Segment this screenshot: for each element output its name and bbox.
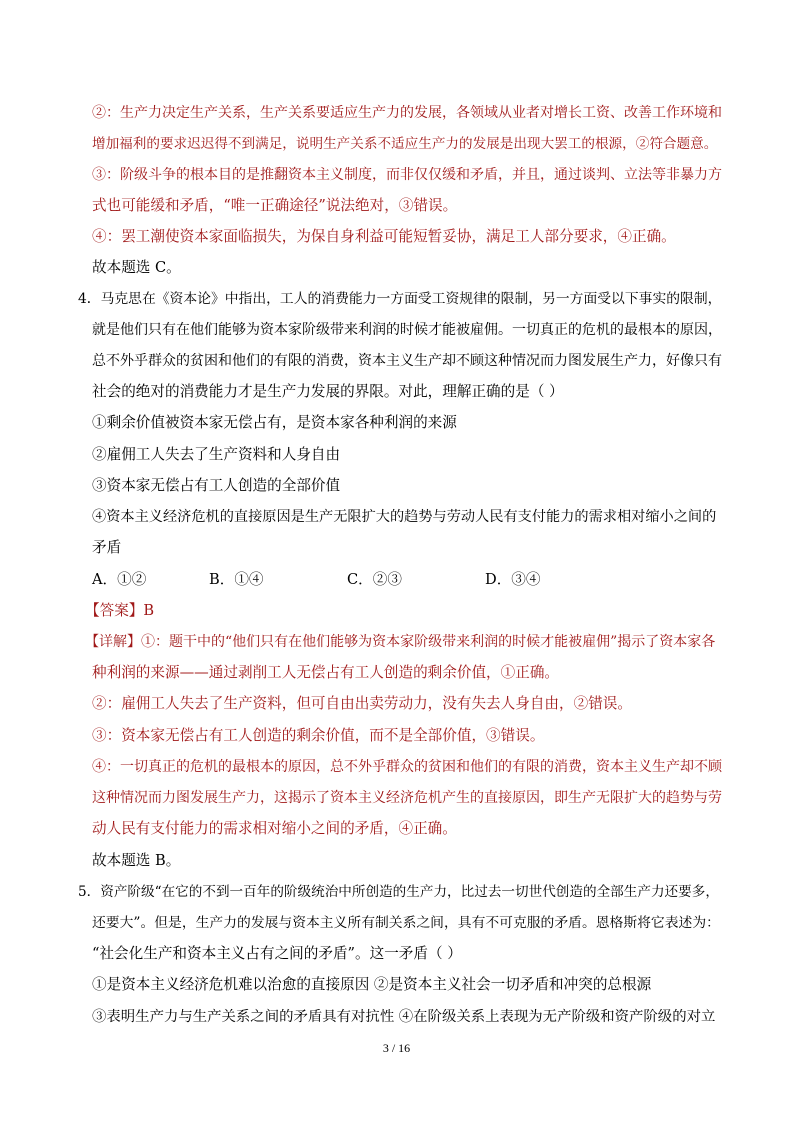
page-number: 3 / 16 — [382, 1041, 411, 1055]
prev-conclusion: 故本题选 C。 — [92, 259, 181, 276]
prev-detail-2-line-1: ②：生产力决定生产关系，生产关系要适应生产力的发展，各领域从业者对增长工资、改善工作环境和 — [92, 105, 722, 121]
q4-detail-4-line-3: 动人民有支付能力的需求相对缩小之间的矛盾，④正确。 — [92, 820, 457, 837]
q4-conclusion: 故本题选 B。 — [92, 852, 181, 869]
q5-stem-line-2: 还要大”。但是，生产力的发展与资本主义所有制关系之间，具有不可克服的矛盾。恩格斯将它表述为： — [92, 915, 720, 931]
q5-statements-3-4: ③表明生产力与生产关系之间的矛盾具有对抗性 ④在阶级关系上表现为无产阶级和资产阶级的对立 — [92, 1009, 716, 1025]
q4-answer: 【答案】B — [85, 602, 155, 619]
q4-detail-1-line-1: 【详解】①：题干中的“他们只有在他们能够为资本家阶级带来利润的时候才能被雇佣”揭示了资本家各 — [85, 634, 716, 650]
q4-statement-1: ①剩余价值被资本家无偿占有，是资本家各种利润的来源 — [92, 414, 457, 431]
prev-detail-2-line-2: 增加福利的要求迟迟得不到满足，说明生产关系不适应生产力的发展是出现大罢工的根源，②符合题意。 — [92, 136, 718, 152]
q4-statement-3: ③资本家无偿占有工人创造的全部价值 — [92, 477, 341, 494]
prev-detail-4-line-1: ④：罢工潮使资本家面临损失，为保自身利益可能短暂妥协，满足工人部分要求，④正确。 — [92, 228, 676, 245]
q4-statement-4-line-1: ④资本主义经济危机的直接原因是生产无限扩大的趋势与劳动人民有支付能力的需求相对缩小之间的 — [92, 509, 717, 525]
prev-detail-3-line-2: 式也可能缓和矛盾，“唯一正确途径”说法绝对，③错误。 — [92, 197, 458, 214]
q4-stem-line-4: 社会的绝对的消费能力才是生产力发展的界限。对此，理解正确的是（ ） — [92, 383, 564, 400]
q5-statements-1-2: ①是资本主义经济危机难以治愈的直接原因 ②是资本主义社会一切矛盾和冲突的总根源 — [92, 976, 652, 993]
q4-detail-3: ③：资本家无偿占有工人创造的剩余价值，而不是全部价值，③错误。 — [92, 727, 545, 744]
q4-detail-4-line-1: ④：一切真正的危机的最根本的原因，总不外乎群众的贫困和他们的有限的消费，资本主义生产却不顾 — [92, 759, 722, 775]
q4-choice-a: A．①② — [92, 571, 147, 588]
q4-choice-c: C．②③ — [347, 571, 402, 588]
q4-detail-1-line-2: 种利润的来源——通过剥削工人无偿占有工人创造的剩余价值，①正确。 — [92, 664, 560, 681]
q5-stem-line-3: “社会化生产和资本主义占有之间的矛盾”。这一矛盾（ ） — [92, 945, 462, 962]
q4-stem-line-1: 4．马克思在《资本论》中指出，工人的消费能力一方面受工资规律的限制，另一方面受以下事实的限制， — [78, 291, 722, 307]
q4-statement-4-line-2: 矛盾 — [92, 539, 122, 556]
q4-stem-line-2: 就是他们只有在他们能够为资本家阶级带来利润的时候才能被雇佣。一切真正的危机的最根本的原因， — [92, 322, 722, 338]
q5-stem-line-1: 5．资产阶级“在它的不到一百年的阶级统治中所创造的生产力，比过去一切世代创造的全部生产力还要多， — [78, 884, 719, 900]
q4-detail-2: ②：雇佣工人失去了生产资料，但可自由出卖劳动力，没有失去人身自由，②错误。 — [92, 695, 632, 712]
q4-statement-2: ②雇佣工人失去了生产资料和人身自由 — [92, 446, 341, 463]
q4-choice-b: B．①④ — [209, 571, 264, 588]
q4-detail-4-line-2: 这种情况而力图发展生产力，这揭示了资本主义经济危机产生的直接原因，即生产无限扩大的趋势与劳 — [92, 790, 722, 806]
q4-stem-line-3: 总不外乎群众的贫困和他们的有限的消费，资本主义生产却不顾这种情况而力图发展生产力，好像只有 — [92, 353, 722, 369]
prev-detail-3-line-1: ③：阶级斗争的根本目的是推翻资本主义制度，而非仅仅缓和矛盾，并且，通过谈判、立法等非暴力方 — [92, 167, 722, 183]
q4-choice-d: D．③④ — [485, 571, 541, 588]
